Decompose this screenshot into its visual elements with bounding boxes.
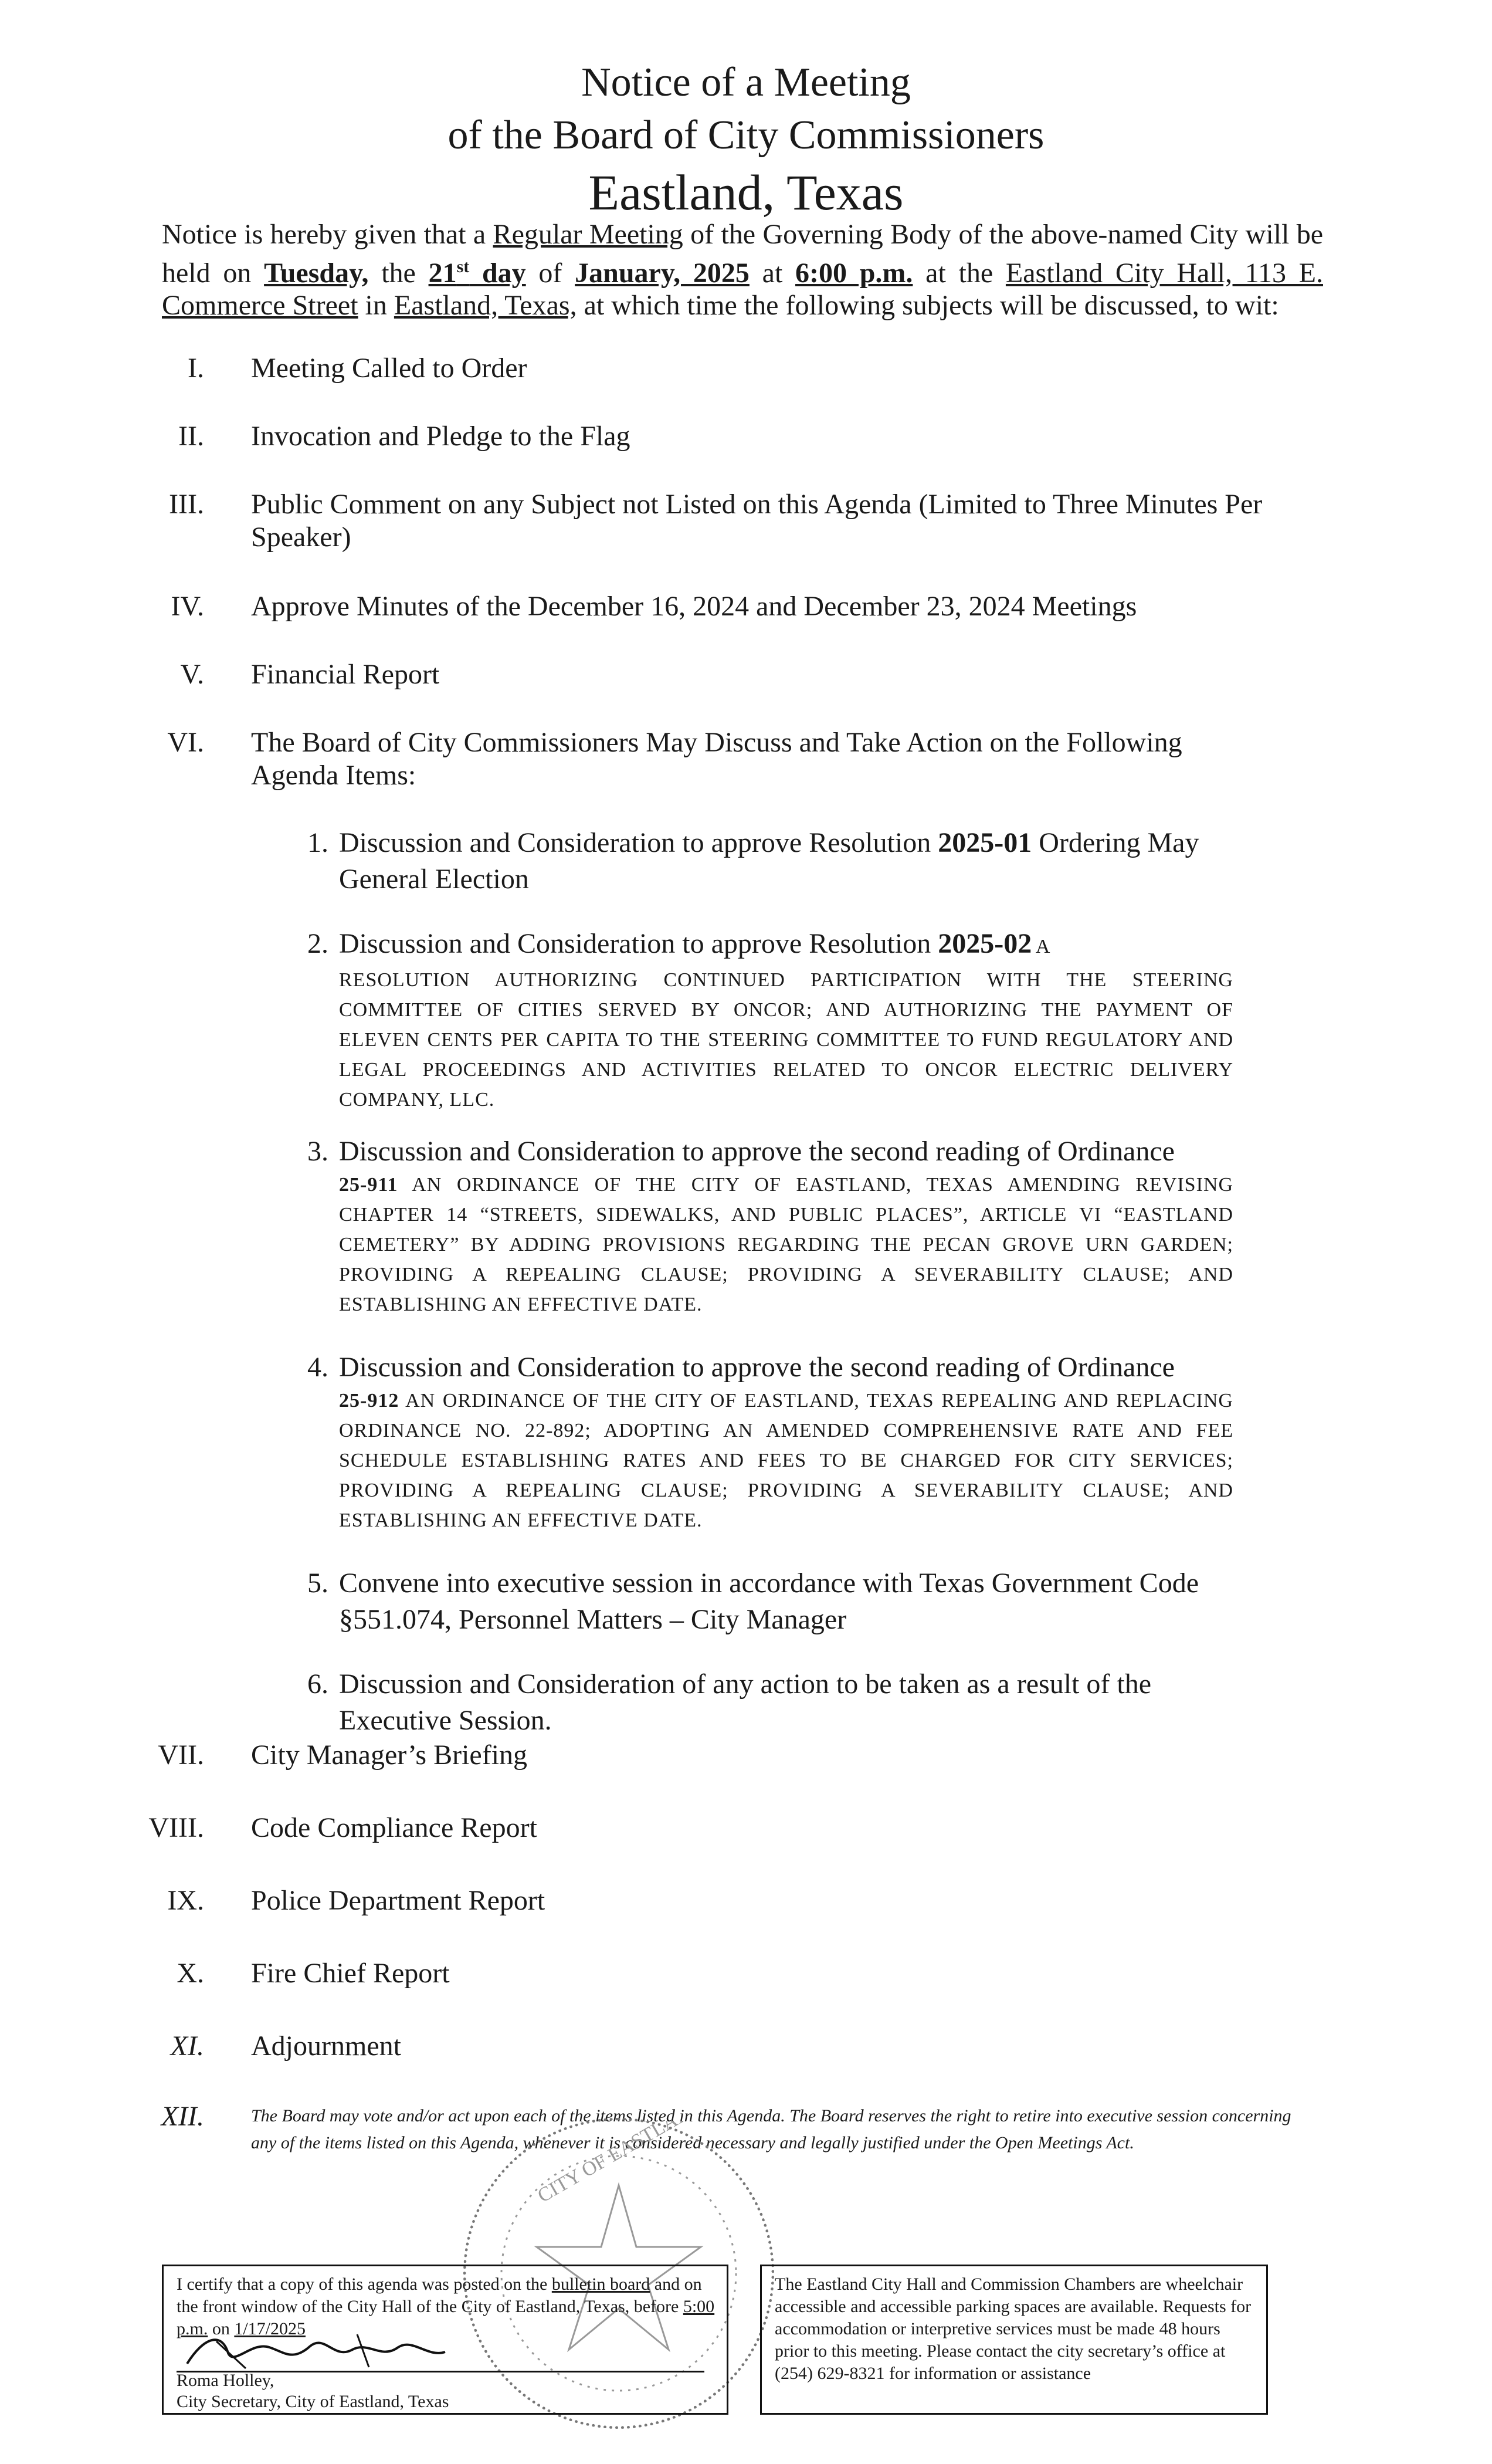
meeting-city: Eastland, Texas, <box>394 290 577 321</box>
meeting-day-suffix: st <box>456 257 470 276</box>
item-number: VI. <box>167 727 204 758</box>
item-number: II. <box>178 421 204 452</box>
meeting-time: 6:00 p.m. <box>795 258 913 289</box>
item-number: IX. <box>167 1885 204 1916</box>
subitem-rest: Ordering May General Election <box>339 827 1199 895</box>
certification-box <box>162 2265 728 2415</box>
meeting-day-word: day <box>469 258 526 289</box>
seal-text: CITY OF EASTLAND <box>534 2121 707 2207</box>
meeting-day-number: 21 <box>428 258 457 289</box>
intro-paragraph <box>162 218 1323 321</box>
item-text: Approve Minutes of the December 16, 2024 and December 23, 2024 Meetings <box>251 591 1137 622</box>
subitem-text: Discussion and Consideration of any action to be taken as a result of the Executive Session. <box>339 1668 1151 1736</box>
accessibility-box <box>760 2265 1268 2415</box>
subitem-text <box>339 825 1266 898</box>
bulletin-board-label: bulletin board <box>551 2275 650 2294</box>
subitem-number: 3. <box>307 1136 328 1167</box>
certification-statement: I certify that a copy of this agenda was posted on the <box>177 2275 552 2294</box>
intro-text: at the <box>913 258 1006 289</box>
subitem-code: 25-911 <box>339 1174 398 1196</box>
item-number: XII. <box>161 2101 204 2132</box>
subitem-caps: AN ORDINANCE OF THE CITY OF EASTLAND, TEXAS REPEALING AND REPLACING ORDINANCE NO. 22-892; ADOPTING AN AMENDED COMPREHENSIVE RATE AND FEE SCHEDULE ESTABLISHING RATES AND FEES TO BE CHARGED FOR CITY SERVICES; PROVIDING A REPEALING CLAUSE; PROVIDING A SEVERABILITY CLAUSE; AND ESTABLISHING AN EFFECTIVE DATE. <box>339 1390 1233 1531</box>
subitem-text: Convene into executive session in accordance with Texas Government Code §551.074, Personnel Matters – City Manager <box>339 1568 1199 1635</box>
item-number: VII. <box>158 1739 204 1771</box>
subitem-rest: A <box>1032 936 1050 957</box>
item-text: Invocation and Pledge to the Flag <box>251 421 630 452</box>
item-number: III. <box>169 489 204 520</box>
item-number: XI. <box>170 2030 204 2062</box>
subitem-number: 2. <box>307 928 328 959</box>
subitem-caps: AN ORDINANCE OF THE CITY OF EASTLAND, TEXAS AMENDING REVISING CHAPTER 14 “STREETS, SIDEWALKS, AND PUBLIC PLACES”, ARTICLE VI “EASTLAND CEMETERY” BY ADDING PROVISIONS REGARDING THE PECAN GROVE URN GARDEN; PROVIDING A REPEALING CLAUSE; PROVIDING A SEVERABILITY CLAUSE; AND ESTABLISHING AN EFFECTIVE DATE. <box>339 1174 1233 1315</box>
intro-text: at which time the following subjects will be discussed, to wit: <box>577 290 1279 321</box>
signature-scribble <box>181 2330 545 2371</box>
subitem-code: 2025-02 <box>938 928 1032 959</box>
accessibility-text: The Eastland City Hall and Commission Chambers are wheelchair accessible and accessible parking spaces are available. Requests for accommodation or interpretive services must be made 48 hours prior to this meeting. Please contact the city secretary’s office at (254) 629-8321 for information or assistance <box>775 2275 1252 2383</box>
subitem-text <box>339 926 1233 1115</box>
secretary-title: City Secretary, City of Eastland, Texas <box>177 2392 449 2411</box>
intro-text: in <box>358 290 394 321</box>
subitem-lead: Discussion and Consideration to approve the second reading of Ordinance <box>339 1352 1175 1383</box>
subitem-code: 25-912 <box>339 1390 399 1412</box>
meeting-month-year: January, 2025 <box>575 258 750 289</box>
meeting-day <box>429 258 526 289</box>
subitem-number: 6. <box>307 1668 328 1700</box>
item-text: Police Department Report <box>251 1885 545 1916</box>
subitem-lead: Discussion and Consideration to approve Resolution <box>339 928 938 959</box>
item-text: Adjournment <box>251 2030 401 2062</box>
legal-notice: The Board may vote and/or act upon each of the items listed in this Agenda. The Board reserves the right to retire into executive session concerning any of the items listed on this Agenda, whenever it is considered necessary and legally justified under the Open Meetings Act. <box>251 2106 1291 2152</box>
certification-statement: on <box>208 2319 235 2338</box>
secretary-name: Roma Holley, <box>177 2371 274 2390</box>
item-text: Code Compliance Report <box>251 1812 537 1843</box>
intro-text: of the Governing Body of the above-named City will be held on <box>162 219 1323 289</box>
intro-text: at <box>749 258 796 289</box>
meeting-location: Eastland City Hall, 113 E. Commerce Street <box>162 258 1323 321</box>
board-title: of the Board of City Commissioners <box>447 113 1045 158</box>
item-number: VIII. <box>148 1812 204 1843</box>
intro-text: the <box>368 258 429 289</box>
subitem-text <box>339 1133 1233 1319</box>
intro-text: Notice is hereby given that a <box>162 219 493 250</box>
item-text: Financial Report <box>251 659 440 690</box>
subitem-code: 2025-01 <box>938 827 1032 858</box>
subitem-lead: Discussion and Consideration to approve the second reading of Ordinance <box>339 1136 1175 1167</box>
item-number: V. <box>180 659 204 690</box>
signature <box>181 2330 545 2371</box>
item-text: Meeting Called to Order <box>251 353 527 384</box>
posting-date: 1/17/2025 <box>234 2319 306 2338</box>
subitem-number: 1. <box>307 827 328 858</box>
item-text: The Board of City Commissioners May Discuss and Take Action on the Following Agenda Items: <box>251 727 1182 791</box>
certification-statement: and on the front window of the City Hall of the City of Eastland, Texas, before <box>177 2275 702 2316</box>
item-text: Public Comment on any Subject not Listed on this Agenda (Limited to Three Minutes Per Speaker) <box>251 489 1263 553</box>
subitem-text <box>339 1349 1233 1535</box>
item-number: I. <box>188 353 204 384</box>
meeting-weekday: Tuesday, <box>264 258 369 289</box>
subitem-caps: RESOLUTION AUTHORIZING CONTINUED PARTICIPATION WITH THE STEERING COMMITTEE OF CITIES SERVED BY ONCOR; AND AUTHORIZING THE PAYMENT OF ELEVEN CENTS PER CAPITA TO THE STEERING COMMITTEE TO FUND REGULATORY AND LEGAL PROCEEDINGS AND ACTIVITIES RELATED TO ONCOR ELECTRIC DELIVERY COMPANY, LLC. <box>339 969 1233 1111</box>
subitem-number: 4. <box>307 1352 328 1383</box>
subitem-number: 5. <box>307 1568 328 1599</box>
meeting-type: Regular Meeting <box>493 219 683 250</box>
subitem-lead: Discussion and Consideration to approve Resolution <box>339 827 938 858</box>
item-text: City Manager’s Briefing <box>251 1739 528 1771</box>
city-title: Eastland, Texas <box>588 164 904 221</box>
notice-title: Notice of a Meeting <box>581 60 911 105</box>
posting-time: 5:00 p.m. <box>177 2297 715 2338</box>
item-number: X. <box>177 1958 204 1989</box>
intro-text: of <box>525 258 575 289</box>
item-text: Fire Chief Report <box>251 1958 450 1989</box>
item-number: IV. <box>171 591 204 622</box>
